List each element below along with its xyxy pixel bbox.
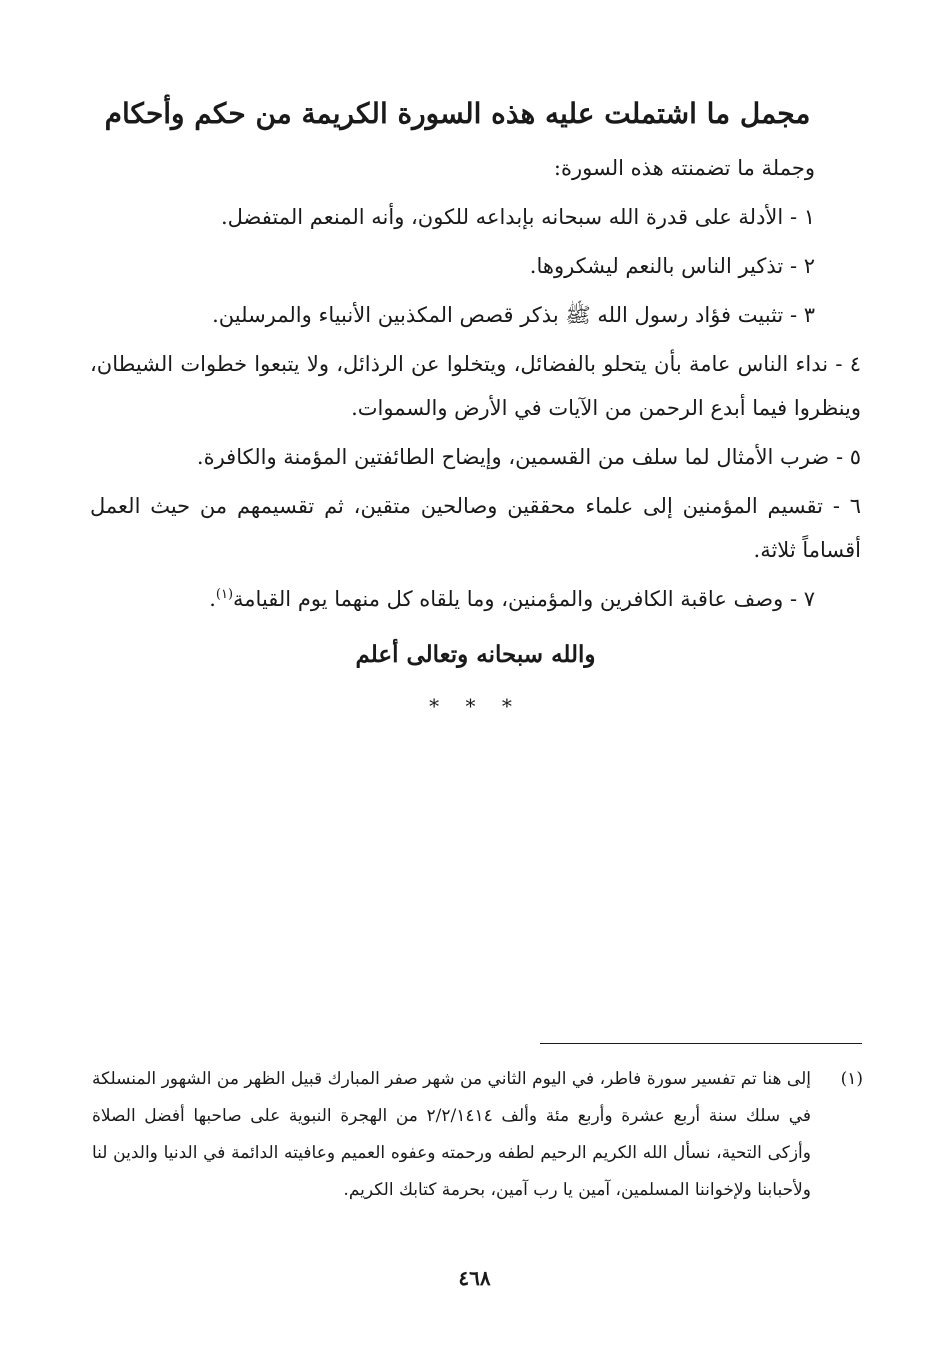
list-item-6 xyxy=(90,484,861,572)
footnote-mark: (١) xyxy=(840,1069,863,1089)
list-item-2 xyxy=(90,244,861,288)
intro-line: وجملة ما تضمنته هذه السورة: xyxy=(553,156,815,180)
list-item-4 xyxy=(90,342,861,430)
footnote-reference: (١) xyxy=(215,587,234,602)
footnote-text: إلى هنا تم تفسير سورة فاطر، في اليوم الثاني من شهر صفر المبارك قبيل الظهر من الشهور المنسلكة في سلك سنة أربع عشرة وأربع مئة وألف ٢/٢/١٤١٤ من الهجرة النبوية على صاحبها أفضل الصلاة وأزكى التحية، نسأل الله الكريم الرحيم لطفه ورحمته وعفوه العميم وعافيته الدائمة في الدنيا والدين لنا ولأحبابنا ولإخواننا المسلمين، آمين يا رب آمين، بحرمة كتابك الكريم. xyxy=(92,1069,811,1200)
item-text: نداء الناس عامة بأن يتحلو بالفضائل، ويتخلوا عن الرذائل، ولا يتبعوا خطوات الشيطان، وينظروا فيما أبدع الرحمن من الآيات في الأرض والسموات. xyxy=(90,352,861,420)
item-end-period: . xyxy=(209,587,216,611)
footnote-divider xyxy=(540,1043,862,1044)
list-item-3 xyxy=(90,293,861,337)
closing-phrase: والله سبحانه وتعالى أعلم xyxy=(355,641,596,668)
item-number: ٤ - xyxy=(835,352,861,376)
list-item-5 xyxy=(90,435,861,479)
item-number: ٥ - xyxy=(835,445,861,469)
main-text xyxy=(90,146,861,721)
item-number: ٧ - xyxy=(789,587,815,611)
item-text: تقسيم المؤمنين إلى علماء محققين وصالحين متقين، ثم تقسيمهم من حيث العمل أقساماً ثلاثة. xyxy=(90,494,861,562)
item-number: ٦ - xyxy=(832,494,861,518)
item-text: تذكير الناس بالنعم ليشكروها. xyxy=(529,254,784,278)
item-number: ٢ - xyxy=(789,254,815,278)
item-text: وصف عاقبة الكافرين والمؤمنين، وما يلقاه كل منهما يوم القيامة xyxy=(233,587,784,611)
list-item-7 xyxy=(90,577,861,621)
item-number: ١ - xyxy=(789,205,815,229)
section-separator: * * * xyxy=(429,694,522,718)
item-text: تثبيت فؤاد رسول الله ﷺ بذكر قصص المكذبين الأنبياء والمرسلين. xyxy=(212,303,784,327)
item-text: الأدلة على قدرة الله سبحانه بإبداعه للكون، وأنه المنعم المتفضل. xyxy=(220,205,784,229)
page-number: ٤٦٨ xyxy=(458,1266,491,1290)
item-text: ضرب الأمثال لما سلف من القسمين، وإيضاح الطائفتين المؤمنة والكافرة. xyxy=(196,445,830,469)
section-heading: مجمل ما اشتملت عليه هذه السورة الكريمة من حكم وأحكام xyxy=(104,97,811,130)
footnote xyxy=(92,1061,863,1209)
list-item-1 xyxy=(90,195,861,239)
item-number: ٣ - xyxy=(789,303,815,327)
